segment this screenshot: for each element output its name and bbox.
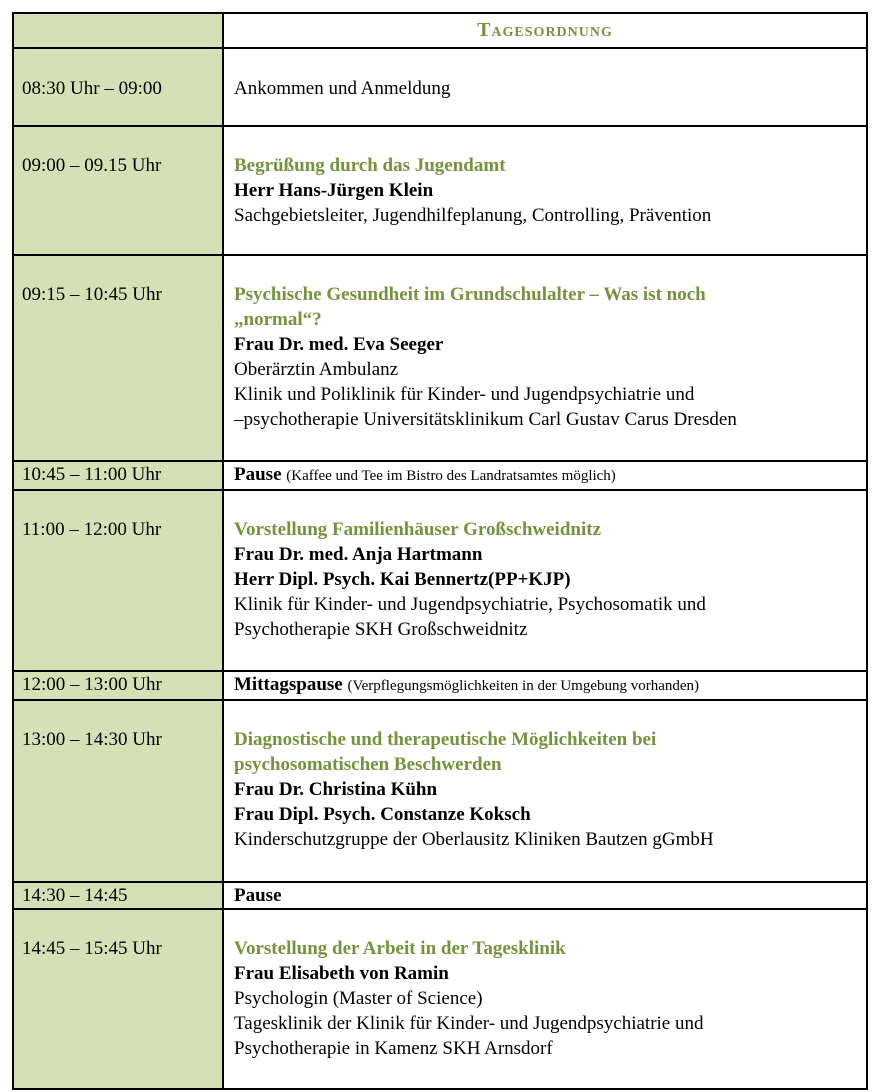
agenda-table [12,12,868,1090]
time-label: 14:45 – 15:45 Uhr [22,938,162,959]
time-cell [13,126,223,255]
content-cell [223,461,867,490]
header-row [13,13,867,48]
speaker-detail-line-1: Oberärztin Ambulanz [234,359,399,380]
time-label: 14:30 – 14:45 [22,885,128,906]
agenda-row [13,255,867,461]
agenda-row [13,126,867,255]
time-cell [13,700,223,882]
content-cell [223,255,867,461]
break-label: Pause [234,464,282,485]
speaker-detail-line-3: –psychotherapie Universitätsklinikum Carl Gustav Carus Dresden [234,409,737,430]
session-title: Begrüßung durch das Jugendamt [234,155,506,176]
time-cell [13,882,223,909]
time-cell [13,909,223,1089]
session-title: Vorstellung Familienhäuser Großschweidnitz [234,519,602,540]
header-cell [223,13,867,48]
page-title: Tagesordnung [477,19,613,41]
break-label: Pause [234,885,282,906]
session-title-line-2: „normal“? [234,309,322,330]
session-title-line-2: psychosomatischen Beschwerden [234,754,502,775]
header-spacer [13,13,223,48]
time-label: 11:00 – 12:00 Uhr [22,519,162,540]
session-title-line-1: Diagnostische und therapeutische Möglichkeiten bei [234,729,657,750]
content-cell [223,882,867,909]
time-cell [13,255,223,461]
speaker-name-2: Herr Dipl. Psych. Kai Bennertz(PP+KJP) [234,569,571,590]
content-cell [223,700,867,882]
speaker-detail-line-3: Psychotherapie in Kamenz SKH Arnsdorf [234,1038,553,1059]
speaker-detail-line-1: Klinik für Kinder- und Jugendpsychiatrie, Psychosomatik und [234,594,706,615]
time-label: 13:00 – 14:30 Uhr [22,729,162,750]
agenda-row [13,671,867,700]
content-cell [223,909,867,1089]
agenda-row [13,48,867,126]
content-cell [223,126,867,255]
speaker-name: Frau Elisabeth von Ramin [234,963,449,984]
speaker-detail-line-2: Tagesklinik der Klinik für Kinder- und Jugendpsychiatrie und [234,1013,704,1034]
speaker-detail-line-2: Klinik und Poliklinik für Kinder- und Jugendpsychiatrie und [234,384,695,405]
time-cell [13,671,223,700]
speaker-detail-line-1: Psychologin (Master of Science) [234,988,483,1009]
speaker-detail: Sachgebietsleiter, Jugendhilfeplanung, Controlling, Prävention [234,205,712,226]
session-title: Vorstellung der Arbeit in der Tagesklinik [234,938,566,959]
agenda-row [13,461,867,490]
speaker-name-2: Frau Dipl. Psych. Constanze Koksch [234,804,531,825]
break-note: (Kaffee und Tee im Bistro des Landratsamtes möglich) [286,468,616,484]
content-cell [223,490,867,671]
time-label: 12:00 – 13:00 Uhr [22,674,162,695]
time-label: 08:30 Uhr – 09:00 [22,78,162,99]
time-cell [13,490,223,671]
time-label: 09:00 – 09.15 Uhr [22,155,162,176]
speaker-name: Herr Hans-Jürgen Klein [234,180,434,201]
speaker-name-1: Frau Dr. med. Anja Hartmann [234,544,483,565]
time-cell [13,461,223,490]
break-note: (Verpflegungsmöglichkeiten in der Umgebung vorhanden) [347,678,700,694]
speaker-name-1: Frau Dr. Christina Kühn [234,779,438,800]
agenda-row [13,882,867,909]
item-text: Ankommen und Anmeldung [234,78,451,99]
agenda-row [13,700,867,882]
agenda-row [13,909,867,1089]
session-title-line-1: Psychische Gesundheit im Grundschulalter – Was ist noch [234,284,706,305]
time-label: 09:15 – 10:45 Uhr [22,284,162,305]
break-label: Mittagspause [234,674,343,695]
content-cell [223,671,867,700]
time-cell [13,48,223,126]
speaker-detail: Kinderschutzgruppe der Oberlausitz Kliniken Bautzen gGmbH [234,829,714,850]
agenda-row [13,490,867,671]
speaker-detail-line-2: Psychotherapie SKH Großschweidnitz [234,619,528,640]
speaker-name: Frau Dr. med. Eva Seeger [234,334,444,355]
content-cell [223,48,867,126]
time-label: 10:45 – 11:00 Uhr [22,464,162,485]
